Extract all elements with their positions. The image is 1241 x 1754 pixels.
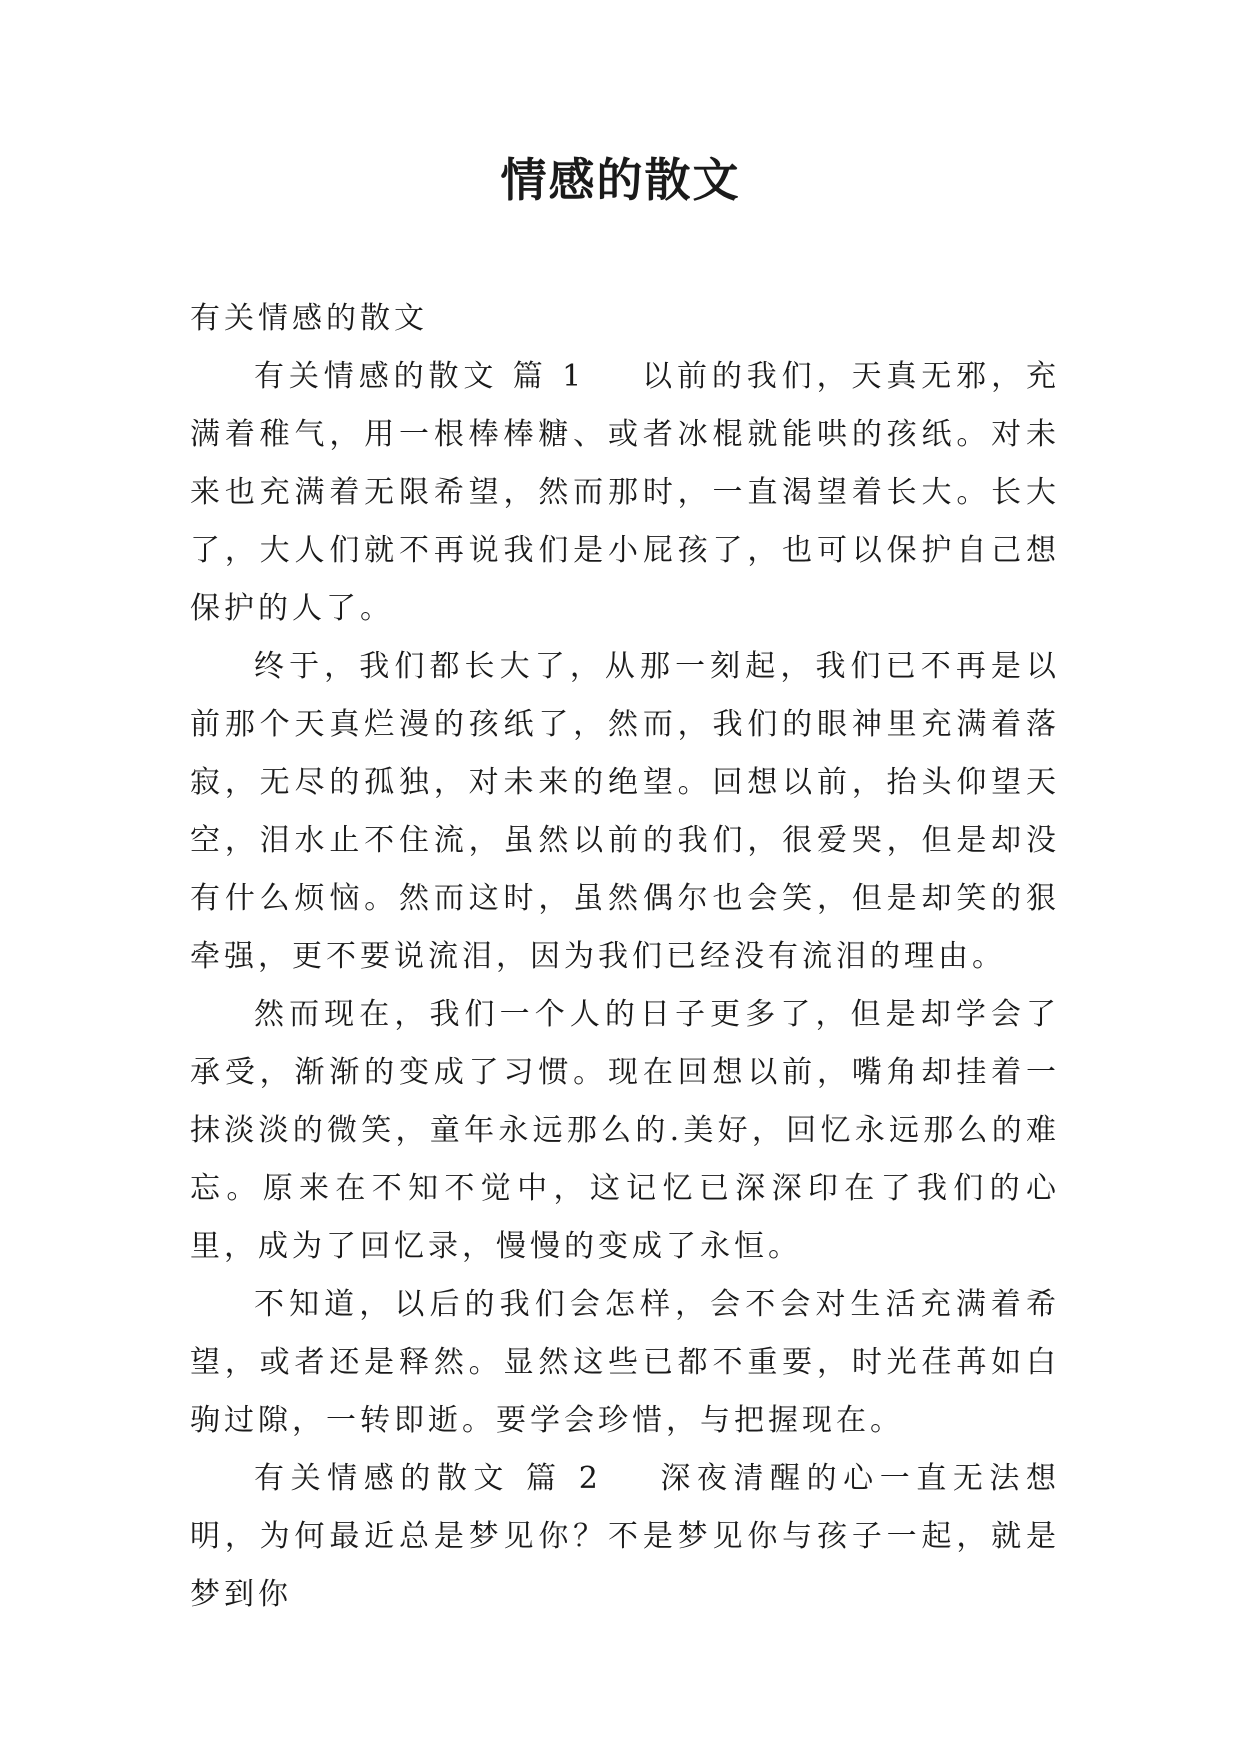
document-subtitle: 有关情感的散文: [190, 301, 428, 336]
paragraph-1: [190, 348, 1060, 638]
paragraph-1-text: 以前的我们，天真无邪，充满着稚气，用一根棒棒糖、或者冰棍就能哄的孩纸。对未来也充满着无限希望，然而那时，一直渴望着长大。长大了，大人们就不再说我们是小屁孩了，也可以保护自己想保护的人了。: [190, 359, 1060, 626]
paragraph-5: [190, 1450, 1060, 1624]
paragraph-5-text: 深夜清醒的心一直无法想明，为何最近总是梦见你？不是梦见你与孩子一起，就是梦到你: [190, 1461, 1060, 1612]
paragraph-2: 终于，我们都长大了，从那一刻起，我们已不再是以前那个天真烂漫的孩纸了，然而，我们的眼神里充满着落寂，无尽的孤独，对未来的绝望。回想以前，抬头仰望天空，泪水止不住流，虽然以前的我们，很爱哭，但是却没有什么烦恼。然而这时，虽然偶尔也会笑，但是却笑的狠牵强，更不要说流泪，因为我们已经没有流泪的理由。: [190, 649, 1060, 974]
paragraph-3: 然而现在，我们一个人的日子更多了，但是却学会了承受，渐渐的变成了习惯。现在回想以前，嘴角却挂着一抹淡淡的微笑，童年永远那么的.美好，回忆永远那么的难忘。原来在不知不觉中，这记忆已深深印在了我们的心里，成为了回忆录，慢慢的变成了永恒。: [190, 997, 1060, 1264]
section-heading-2: 有关情感的散文 篇 2: [254, 1461, 602, 1496]
paragraph-4: 不知道，以后的我们会怎样，会不会对生活充满着希望，或者还是释然。显然这些已都不重要，时光荏苒如白驹过隙，一转即逝。要学会珍惜，与把握现在。: [190, 1287, 1060, 1438]
section-heading-1: 有关情感的散文 篇 1: [254, 359, 586, 394]
document-title: 情感的散文: [500, 153, 741, 207]
document-body: [190, 290, 1060, 1624]
